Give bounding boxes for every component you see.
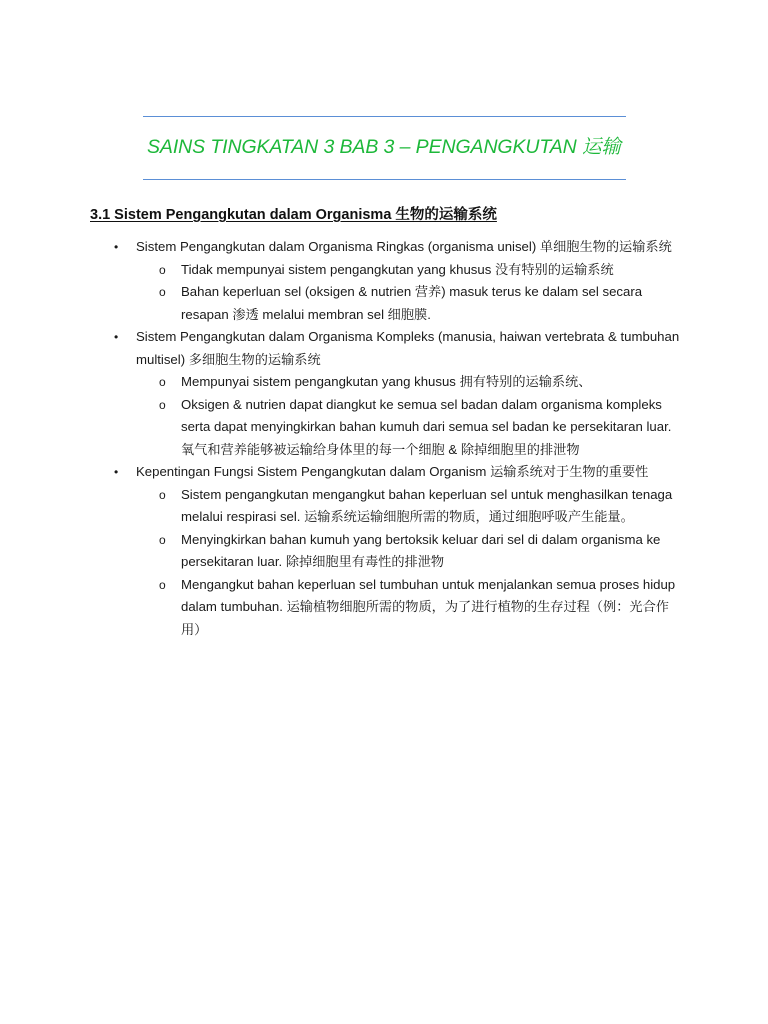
section-content (90, 236, 680, 641)
bullet-circle: o (159, 577, 166, 592)
bullet-circle: o (159, 487, 166, 502)
sub-list-item-text: Bahan keperluan sel (oksigen & nutrien 营养) masuk terus ke dalam sel secara resapan 渗透 melalui membran sel 细胞膜. (181, 284, 643, 322)
bullet-dot: • (114, 330, 119, 344)
sub-list-item-text: Menyingkirkan bahan kumuh yang bertoksik keluar dari sel di dalam organisma ke persekitaran luar. 除掉细胞里有毒性的排泄物 (181, 531, 661, 569)
sub-bullet-list (136, 259, 680, 327)
sub-bullet-list (136, 484, 680, 642)
section-heading: 3.1 Sistem Pengangkutan dalam Organisma 生物的运输系统 (90, 207, 497, 223)
sub-list-item-text: Sistem pengangkutan mengangkut bahan keperluan sel untuk menghasilkan tenaga melalui respirasi sel. 运输系统运输细胞所需的物质，通过细胞呼吸产生能量。 (181, 486, 673, 524)
bullet-dot: • (114, 465, 119, 479)
sub-list-item (136, 259, 680, 282)
bullet-dot: • (114, 240, 119, 254)
sub-list-item (136, 281, 680, 326)
sub-list-item (136, 484, 680, 529)
sub-list-item (136, 574, 680, 642)
main-bullet-list (90, 236, 680, 641)
list-item (90, 236, 680, 326)
list-item (90, 461, 680, 641)
sub-bullet-list (136, 371, 680, 461)
document-title: SAINS TINGKATAN 3 BAB 3 – PENGANGKUTAN 运输 (147, 136, 621, 158)
sub-list-item-text: Mengangkut bahan keperluan sel tumbuhan untuk menjalankan semua proses hidup dalam tumbuhan. 运输植物细胞所需的物质，为了进行植物的生存过程（例：光合作用） (181, 576, 676, 637)
list-item (90, 326, 680, 461)
list-item-text: Kepentingan Fungsi Sistem Pengangkutan dalam Organism 运输系统对于生物的重要性 (136, 464, 649, 479)
bullet-circle: o (159, 397, 166, 412)
bullet-circle: o (159, 262, 166, 277)
bullet-circle: o (159, 532, 166, 547)
sub-list-item-text: Mempunyai sistem pengangkutan yang khusus 拥有特别的运输系统、 (181, 374, 592, 389)
sub-list-item (136, 371, 680, 394)
list-item-text: Sistem Pengangkutan dalam Organisma Kompleks (manusia, haiwan vertebrata & tumbuhan multisel) 多细胞生物的运输系统 (136, 329, 680, 367)
title-block (143, 116, 626, 180)
sub-list-item-text: Tidak mempunyai sistem pengangkutan yang khusus 没有特别的运输系统 (181, 261, 614, 277)
sub-list-item (136, 529, 680, 574)
bullet-circle: o (159, 285, 166, 299)
bullet-circle: o (159, 375, 166, 389)
list-item-text: Sistem Pengangkutan dalam Organisma Ringkas (organisma unisel) 单细胞生物的运输系统 (136, 239, 672, 254)
sub-list-item-text: Oksigen & nutrien dapat diangkut ke semua sel badan dalam organisma kompleks serta dapat menyingkirkan bahan kumuh dari semua sel badan ke persekitaran luar. 氧气和营养能够被运输给身体里的每一个细胞 & 除掉细胞里的排泄物 (181, 396, 672, 457)
sub-list-item (136, 394, 680, 462)
